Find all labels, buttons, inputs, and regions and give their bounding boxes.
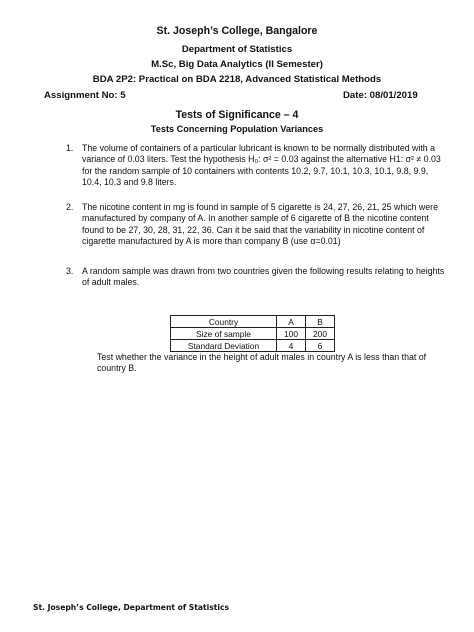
question-2-text [82, 202, 438, 248]
page-title: Tests of Significance – 4 [175, 109, 299, 121]
assignment-number: Assignment No: 5 [44, 90, 126, 101]
question-3-followup [97, 352, 427, 375]
assignment-date: Date: 08/01/2019 [343, 90, 418, 101]
department-name: Department of Statistics [181, 44, 293, 55]
question-line: for the random sample of 10 containers with contents 10.2, 9.7, 10.1, 10.3, 10.1, 9.8, 9.9, [82, 165, 429, 176]
table-cell: 6 [306, 340, 335, 352]
table-row [171, 328, 335, 340]
page-footer: St. Joseph’s College, Department of Statistics [33, 603, 230, 612]
question-line: variance of 0.03 liters. Test the hypothesis H₀: σ² = 0.03 against the alternative H1: σ² ≠ 0.03 [82, 154, 441, 165]
question-line: Test whether the variance in the height of adult males in country A is less than that of [97, 352, 427, 362]
table-cell: 4 [277, 340, 306, 352]
page-subtitle: Tests Concerning Population Variances [150, 124, 324, 134]
question-number: 1. [66, 143, 74, 153]
table-cell: Size of sample [171, 328, 277, 340]
question-number: 2. [66, 202, 74, 212]
question-line: 10.4, 10.3 and 9.8 liters. [82, 177, 177, 188]
question-line: A random sample was drawn from two countries given the following results relating to heights [82, 266, 445, 276]
question-line: The nicotine content in mg is found in sample of 5 cigarette is 24, 27, 26, 21, 25 which were [82, 202, 438, 212]
programme-name: M.Sc, Big Data Analytics (II Semester) [151, 59, 323, 70]
table-row [171, 340, 335, 352]
question-1-text [82, 143, 441, 189]
question-line: country B. [97, 363, 137, 374]
table-cell: Standard Deviation [171, 340, 277, 352]
table-header-row [171, 316, 335, 328]
table-header-cell: B [306, 316, 335, 328]
question-line: cigarette manufactured by A is more than company B (use α=0.01) [82, 236, 341, 247]
question-3-text [82, 266, 445, 289]
college-name: St. Joseph’s College, Bangalore [156, 25, 318, 37]
table-header-cell: A [277, 316, 306, 328]
table-header-cell: Country [171, 316, 277, 328]
table-cell: 100 [277, 328, 306, 340]
question-line: manufactured by company of A. In another sample of 6 cigarette of B the nicotine content [82, 213, 429, 224]
question-line: The volume of containers of a particular lubricant is known to be normally distributed with a [82, 143, 436, 153]
question-number: 3. [66, 266, 74, 276]
question-line: of adult males. [82, 277, 140, 288]
question-line: found to be 27, 30, 28, 31, 22, 36. Can it be said that the variability in nicotine content of [82, 224, 425, 235]
table-cell: 200 [306, 328, 335, 340]
course-title: BDA 2P2: Practical on BDA 2218, Advanced Statistical Methods [92, 74, 382, 85]
data-table [170, 315, 335, 352]
